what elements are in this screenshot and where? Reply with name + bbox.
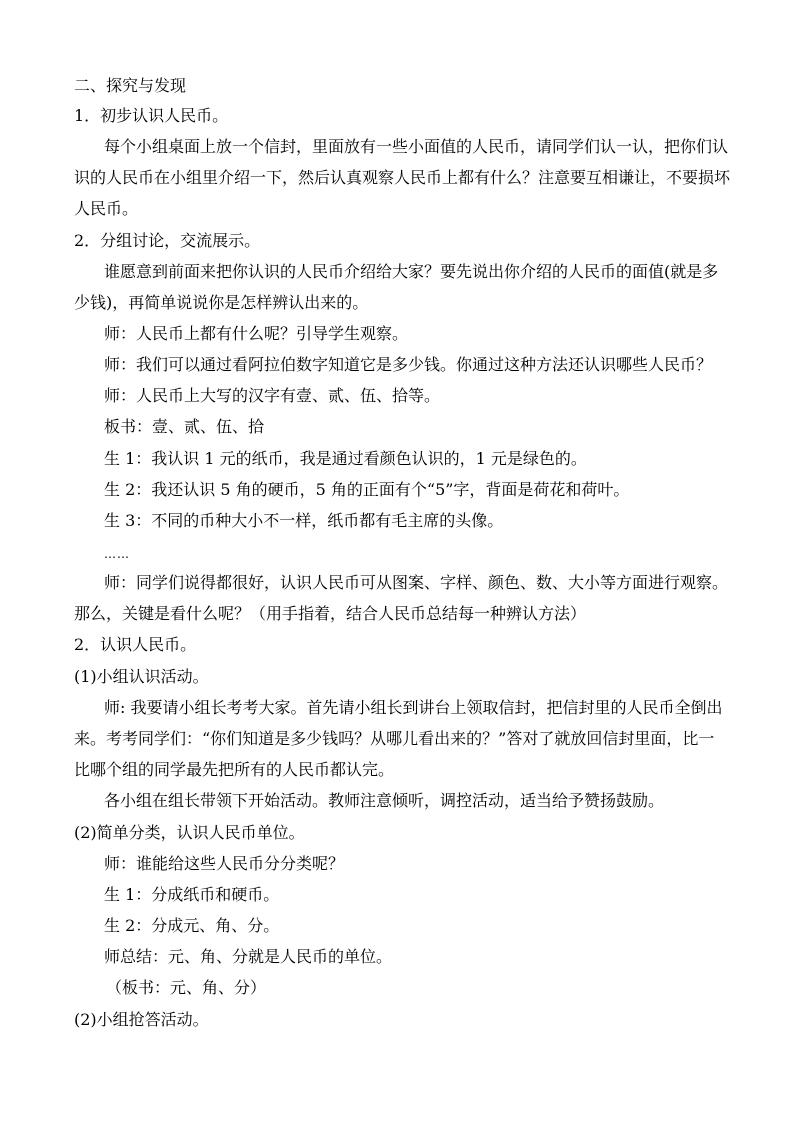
- paragraph-line: 每个小组桌面上放一个信封，里面放有一些小面值的人民币，请同学们认一认，把你们认: [104, 137, 729, 156]
- paragraph-line: 识的人民币在小组里介绍一下，然后认真观察人民币上都有什么？注意要互相谦让，不要损坏: [74, 168, 731, 187]
- dialogue-line: 师: 我要请小组长考考大家。首先请小组长到讲台上领取信封，把信封里的人民币全倒出: [104, 698, 723, 717]
- activity-heading: (1)小组认识活动。: [74, 667, 209, 686]
- section-heading: 二、探究与发现: [74, 76, 187, 95]
- board-note: 板书：壹、贰、伍、拾: [104, 417, 265, 436]
- paragraph-line: 少钱)，再简单说说你是怎样辨认出来的。: [74, 293, 369, 312]
- dialogue-line: 师：同学们说得都很好，认识人民币可从图案、字样、颜色、数、大小等方面进行观察。: [104, 573, 729, 592]
- ellipsis: ……: [104, 547, 130, 561]
- dialogue-line: 生 2：分成元、角、分。: [104, 916, 280, 935]
- dialogue-line: 师：人民币上都有什么呢？引导学生观察。: [104, 324, 409, 343]
- activity-heading: (2)小组抢答活动。: [74, 1010, 209, 1029]
- dialogue-line: 师：我们可以通过看阿拉伯数字知道它是多少钱。你通过这种方法还认识哪些人民币？: [104, 355, 713, 374]
- dialogue-line: 生 2：我还认识 5 角的硬币，5 角的正面有个“5”字，背面是荷花和荷叶。: [104, 480, 630, 499]
- paragraph-line: 各小组在组长带领下开始活动。教师注意倾听，调控活动，适当给予赞扬鼓励。: [104, 791, 665, 810]
- dialogue-line: 那么，关键是看什么呢？（用手指着，结合人民币总结每一种辨认方法）: [74, 604, 587, 623]
- paragraph-line: 人民币。: [74, 199, 139, 218]
- paragraph-line: 谁愿意到前面来把你认识的人民币介绍给大家？要先说出你介绍的人民币的面值(就是多: [104, 262, 719, 281]
- activity-heading: (2)简单分类，认识人民币单位。: [74, 823, 305, 842]
- dialogue-line: 师总结：元、角、分就是人民币的单位。: [104, 947, 393, 966]
- dialogue-line: 比哪个组的同学最先把所有的人民币都认完。: [74, 760, 395, 779]
- dialogue-line: 生 1：分成纸币和硬币。: [104, 885, 280, 904]
- dialogue-line: 生 3：不同的币种大小不一样，纸币都有毛主席的头像。: [104, 511, 504, 530]
- subheading: 2．分组讨论，交流展示。: [74, 231, 261, 250]
- board-note: （板书：元、角、分）: [106, 978, 267, 997]
- subheading: 1．初步认识人民币。: [74, 106, 229, 125]
- dialogue-line: 师：人民币上大写的汉字有壹、贰、伍、拾等。: [104, 386, 441, 405]
- dialogue-line: 师：谁能给这些人民币分分类呢？: [104, 854, 345, 873]
- dialogue-line: 生 1：我认识 1 元的纸币，我是通过看颜色认识的，1 元是绿色的。: [104, 449, 587, 468]
- dialogue-line: 来。考考同学们：“你们知道是多少钱吗？从哪儿看出来的？”答对了就放回信封里面，比一: [74, 729, 715, 748]
- subheading: 2．认识人民币。: [74, 635, 197, 654]
